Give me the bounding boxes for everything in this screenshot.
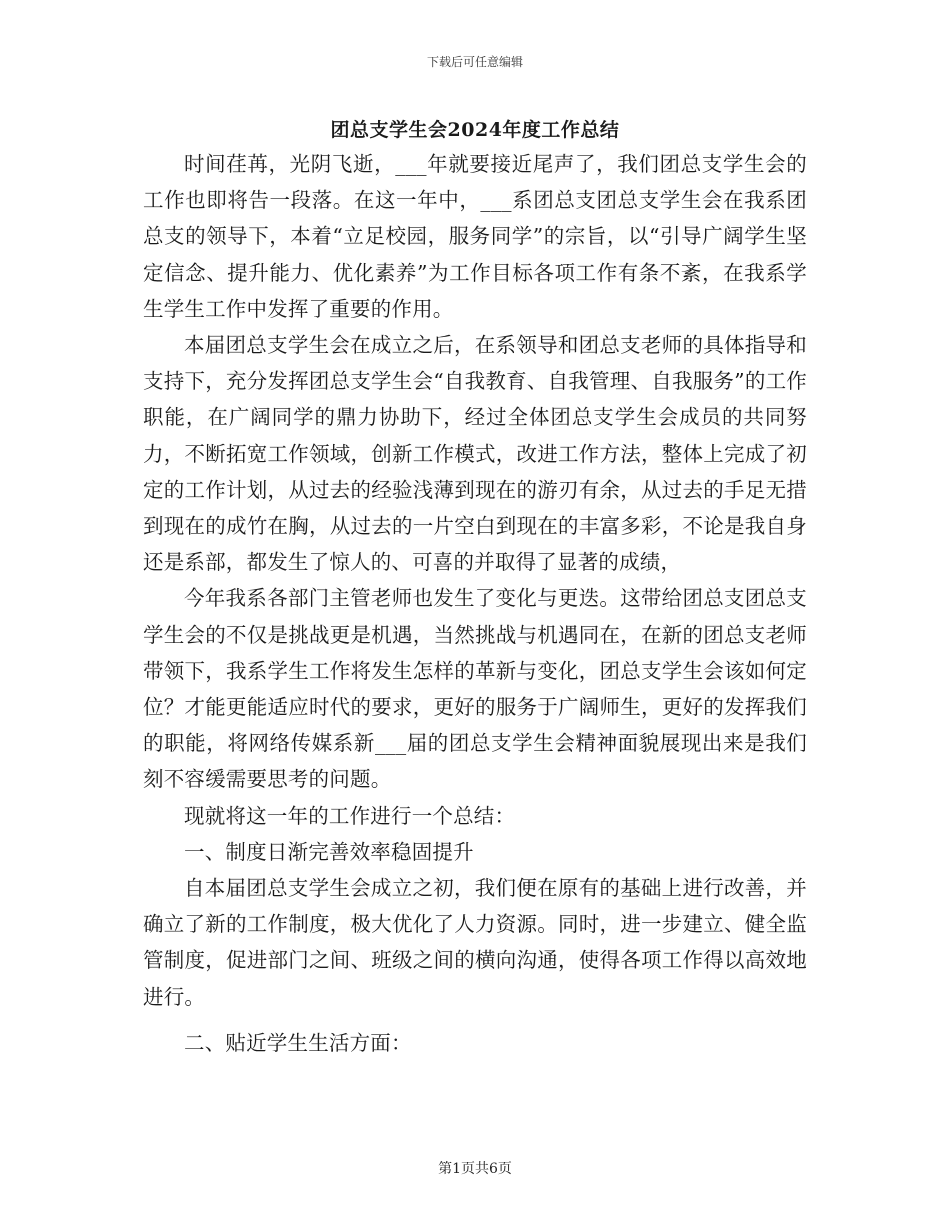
paragraph-intro: 时间荏苒，光阴飞逝，___年就要接近尾声了，我们团总支学生会的工作也即将告一段落。在这一年中，___系团总支团总支学生会在我系团总支的领导下，本着“立足校园，服务同学”的宗旨，以“引导广阔学生坚定信念、提升能力、优化素养”为工作目标各项工作有条不紊，在我系学生学生工作中发挥了重要的作用。 [143,152,807,321]
page-header: 下载后可任意编辑 [426,55,523,69]
paragraph-changes: 今年我系各部门主管老师也发生了变化与更迭。这带给团总支团总支学生会的不仅是挑战更是机遇，当然挑战与机遇同在，在新的团总支老师带领下，我系学生工作将发生怎样的革新与变化，团总支学生会该如何定位？才能更能适应时代的要求，更好的服务于广阔师生，更好的发挥我们的职能，将网络传媒系新___届的团总支学生会精神面貌展现出来是我们刻不容缓需要思考的问题。 [143,586,807,792]
paragraph-section-1: 自本届团总支学生会成立之初，我们便在原有的基础上进行改善，并确立了新的工作制度，极大优化了人力资源。同时，进一步建立、健全监管制度，促进部门之间、班级之间的横向沟通，使得各项工作得以高效地进行。 [143,876,807,1009]
document-body [143,146,807,1061]
paragraph-achievements: 本届团总支学生会在成立之后，在系领导和团总支老师的具体指导和支持下，充分发挥团总支学生会“自我教育、自我管理、自我服务”的工作职能，在广阔同学的鼎力协助下，经过全体团总支学生会成员的共同努力，不断拓宽工作领域，创新工作模式，改进工作方法，整体上完成了初定的工作计划，从过去的经验浅薄到现在的游刃有余，从过去的手足无措到现在的成竹在胸，从过去的一片空白到现在的丰富多彩，不论是我自身还是系部，都发生了惊人的、可喜的并取得了显著的成绩， [143,333,807,575]
document-title: 团总支学生会2024年度工作总结 [330,119,620,141]
page-number: 第1页共6页 [438,1161,512,1177]
paragraph-summary-lead: 现就将这一年的工作进行一个总结： [184,803,516,828]
section-heading-2: 二、贴近学生生活方面： [184,1030,412,1055]
section-heading-1: 一、制度日渐完善效率稳固提升 [184,839,474,864]
